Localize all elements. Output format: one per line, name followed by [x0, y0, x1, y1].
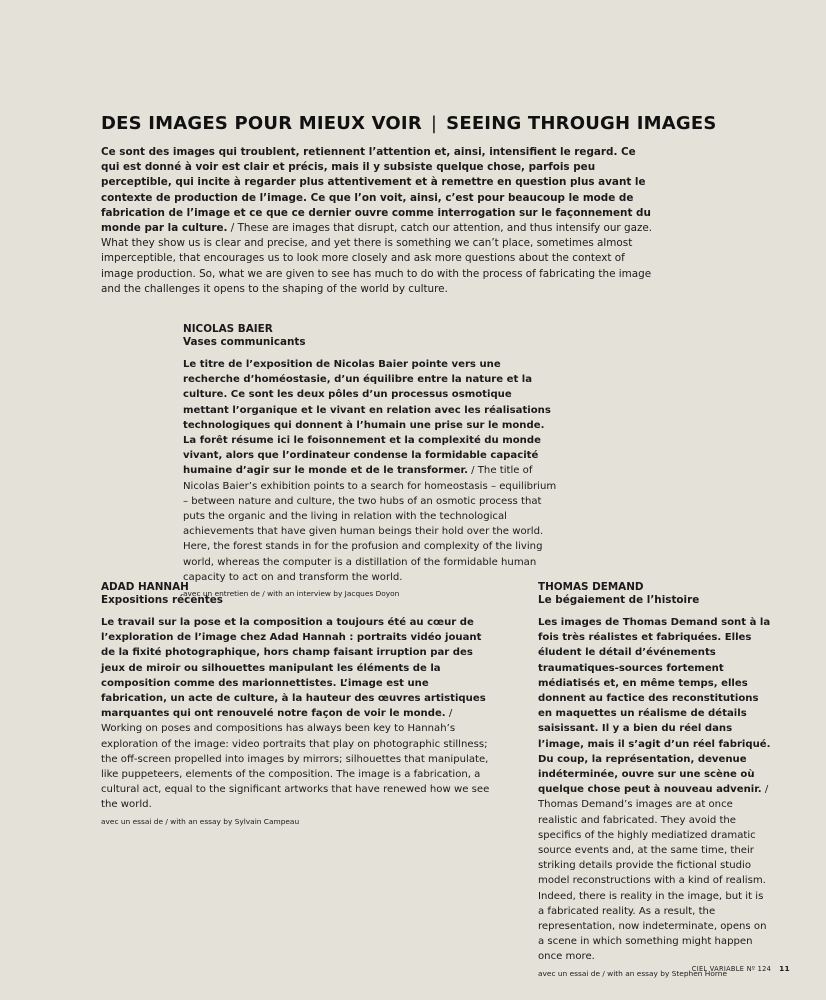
article-subtitle: Le bégaiement de l’histoire	[538, 594, 700, 606]
title-en: SEEING THROUGH IMAGES	[446, 113, 717, 134]
page-number: 11	[779, 964, 790, 973]
article-english-text: / The title of Nicolas Baier’s exhibition points to a search for homeostasis – equilibrium – between nature and culture, the two hubs of an osmotic process that puts the organic and the living in relation with the technological achievements that have given human beings their hold over the world. Here, the forest stands in for the profusion and complexity of the living world, whereas the computer is a distillation of the formidable human capacity to act on and transform the world.	[183, 465, 557, 583]
article-subtitle: Expositions récentes	[101, 594, 223, 606]
article-artist-name: NICOLAS BAIER	[183, 323, 273, 335]
title-fr: DES IMAGES POUR MIEUX VOIR	[101, 113, 422, 134]
article-english-text: / Thomas Demand’s images are at once realistic and fabricated. They avoid the specifics of the highly mediatized dramatic source events and, at the same time, their striking details provide the fictional studio model reconstructions with a kind of realism. Indeed, there is reality in the image, but it is a fabricated reality. As a result, the representation, now indeterminate, opens on a scene in which something might happen once more.	[538, 784, 769, 963]
intro-english-text: / These are images that disrupt, catch our attention, and thus intensify our gaze. What they show us is clear and precise, and yet there is something we can’t place, sometimes almost imperceptible, that encourages us to look more closely and ask more questions about the context of image production. So, what we are given to see has much to do with the process of fabricating the image and the challenges it opens to the shaping of the world by culture.	[101, 222, 653, 295]
article-french-text: Les images de Thomas Demand sont à la fois très réalistes et fabriquées. Elles éludent le détail d’événements traumatiques-sources fortement médiatisés et, en même temps, elles donnent au factice des reconstitutions en maquettes un réalisme de détails saisissant. Il y a bien du réel dans l’image, mais il s’agit d’un réel fabriqué. Du coup, la représentation, devenue indéterminée, ouvre sur une scène où quelque chose peut à nouveau advenir.	[538, 617, 771, 796]
article-artist-name: THOMAS DEMAND	[538, 581, 644, 593]
article-subtitle: Vases communicants	[183, 336, 306, 348]
page-title	[101, 113, 751, 134]
title-separator: |	[430, 113, 438, 134]
article-artist-name: ADAD HANNAH	[101, 581, 189, 593]
article-adad-hannah	[101, 581, 493, 827]
article-thomas-demand	[538, 581, 772, 979]
article-french-text: Le travail sur la pose et la composition a toujours été au cœur de l’exploration de l’image chez Adad Hannah : portraits vidéo jouant de la fixité photographique, hors champ faisant irruption par des jeux de miroir ou silhouettes manipulant les éléments de la composition comme des marionnettistes. L’image est une fabrication, un acte de culture, à la hauteur des œuvres artistiques marquantes qui ont renouvelé notre façon de voir le monde.	[101, 617, 486, 720]
article-credit: avec un essai de / with an essay by Stephen Horne	[538, 968, 728, 978]
article-english-text: / Working on poses and compositions has always been key to Hannah’s exploration of the image: video portraits that play on photographic stillness; the off-screen propelled into images by mirrors; silhouettes that manipulate, like puppeteers, elements of the composition. The image is a fabrication, a cultural act, equal to the significant artworks that have renewed how we see the world.	[101, 708, 490, 811]
article-credit: avec un essai de / with an essay by Sylvain Campeau	[101, 816, 300, 826]
article-body	[538, 615, 772, 965]
intro-paragraph	[101, 145, 653, 297]
intro-french-text: Ce sont des images qui troublent, retiennent l’attention et, ainsi, intensifient le regard. Ce qui est donné à voir est clair et précis, mais il y subsiste quelque chose, parfois peu perceptible, qui incite à regarder plus attentivement et à remettre en question plus avant le contexte de production de l’image. Ce que l’on voit, ainsi, c’est pour beaucoup le mode de fabrication de l’image et ce que ce dernier ouvre comme interrogation sur le façonnement du monde par la culture.	[101, 146, 651, 235]
article-body	[183, 357, 558, 585]
article-credit: avec un entretien de / with an interview by Jacques Doyon	[183, 589, 400, 599]
magazine-name: CIEL VARIABLE Nº 124	[691, 965, 772, 973]
page-footer	[692, 964, 790, 973]
article-nicolas-baier	[183, 323, 558, 599]
article-body	[101, 615, 493, 813]
article-french-text: Le titre de l’exposition de Nicolas Baier pointe vers une recherche d’homéostasie, d’un équilibre entre la nature et la culture. Ce sont les deux pôles d’un processus osmotique mettant l’organique et le vivant en relation avec les réalisations technologiques qui donnent à l’humain une prise sur le monde. La forêt résume ici le foisonnement et la complexité du monde vivant, alors que l’ordinateur condense la formidable capacité humaine d’agir sur le monde et de le transformer.	[183, 359, 551, 477]
